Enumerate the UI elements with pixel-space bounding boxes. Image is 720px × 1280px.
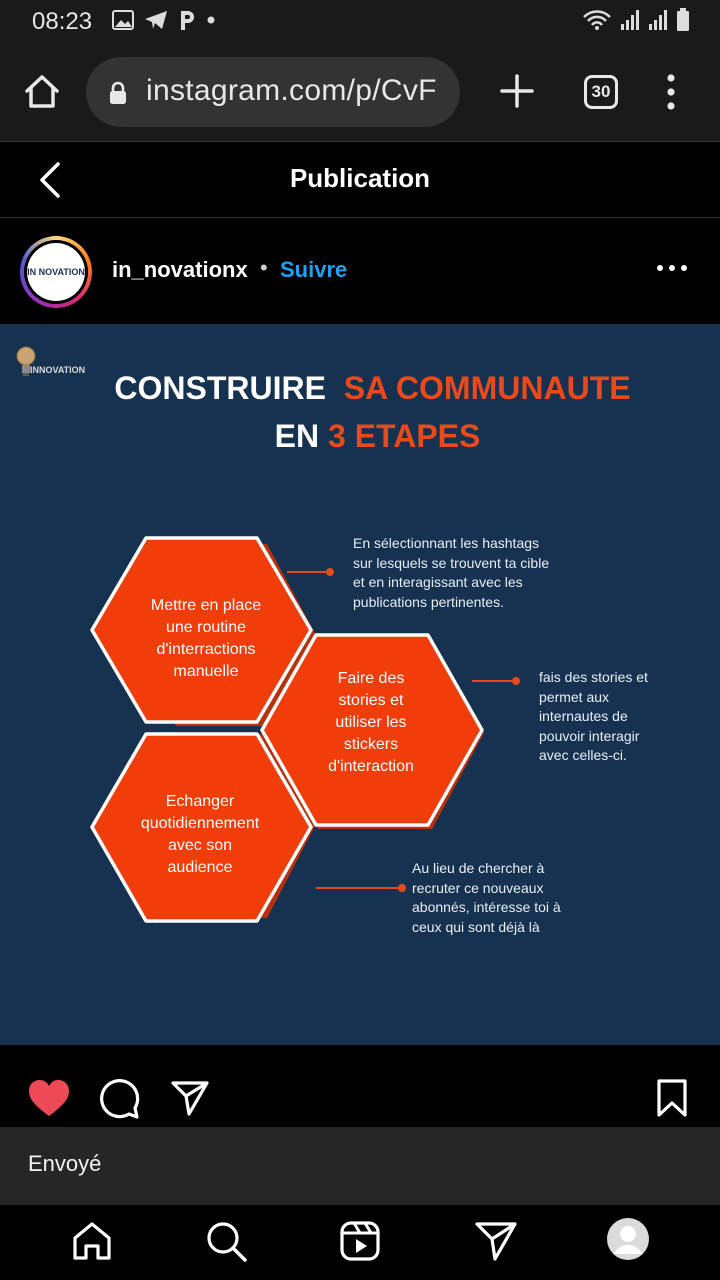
label-line: Faire des [337,670,405,687]
note-line: internautes de [539,708,628,724]
new-tab-icon[interactable] [498,72,536,110]
telegram-icon [144,10,168,30]
profile-avatar[interactable] [606,1217,650,1261]
step-3-label [116,791,284,879]
label-line: d'interaction [328,758,414,775]
label-line: utiliser les [335,714,407,731]
note-line: publications pertinentes. [353,593,504,610]
bottom-navigation [0,1204,720,1280]
note-line: sur lesquels se trouvent ta cible [353,554,550,571]
wifi-icon [582,9,612,31]
comment-icon[interactable] [98,1078,140,1120]
status-time: 08:23 [32,8,93,35]
note-line: ceux qui sont déjà là [412,918,540,935]
status-system-icons [582,8,690,32]
step-2-note [539,668,699,766]
note-line: fais des stories et [539,669,648,685]
note-line: avec celles-ci. [539,747,627,763]
heart-filled-icon[interactable] [27,1078,71,1118]
status-notification-icons [112,8,216,32]
note-line: Au lieu de chercher à [412,860,545,876]
story-ring[interactable] [20,236,92,308]
status-bar [0,0,720,42]
post-author-row [0,219,720,324]
more-vert-icon[interactable] [658,70,684,114]
step-1-label [126,595,286,683]
note-line: abonnés, intéresse toi à [412,899,561,915]
brand-logo-text: INNOVATION [30,365,86,375]
page-title: Publication [289,163,431,193]
post-image[interactable] [0,324,720,1045]
home-icon[interactable] [70,1219,114,1263]
sent-toast [0,1127,720,1204]
lock-icon [108,81,128,105]
separator-dot: • [260,255,268,280]
signal-icon [620,9,640,31]
instagram-header [0,143,720,218]
tabs-count-button[interactable]: 30 [584,75,618,109]
label-line: stickers [343,736,399,753]
label-line: manuelle [173,663,239,680]
reels-icon[interactable] [338,1219,382,1263]
note-line: pouvoir interagir [539,727,640,744]
url-text[interactable]: instagram.com/p/CvF [146,74,437,107]
home-icon[interactable] [22,72,62,112]
label-line: une routine [165,619,247,636]
label-line: stories et [338,692,404,709]
label-line: Mettre en place [150,597,262,614]
connector-dot [512,677,520,685]
direct-icon[interactable] [474,1219,518,1263]
label-line: audience [167,859,233,876]
label-line: avec son [167,837,233,854]
step-2-label [296,668,446,778]
share-icon[interactable] [170,1079,210,1117]
headline-white: CONSTRUIRE [114,370,326,406]
label-line: d'interractions [156,641,256,658]
label-line: quotidiennement [140,815,260,832]
connector-dot [398,884,406,892]
note-line: En sélectionnant les hashtags [353,535,540,551]
browser-toolbar [0,42,720,142]
avatar-frame [24,240,88,304]
note-line: recruter ce nouveaux [412,879,544,896]
headline-orange: SA COMMUNAUTE [343,370,631,406]
dot-icon [206,15,216,25]
headline-orange: 3 ETAPES [328,418,481,454]
p-icon [178,9,196,31]
more-horiz-icon[interactable] [656,263,688,273]
avatar[interactable]: IN NOVATION [27,243,85,301]
signal-icon [648,9,668,31]
headline-white: EN [274,418,320,454]
image-icon [112,10,134,30]
username[interactable]: in_novationx [112,257,248,282]
url-bar[interactable] [86,57,460,127]
step-3-note [412,859,612,937]
bookmark-icon[interactable] [655,1078,689,1118]
step-1-note [353,534,593,612]
label-line: Echanger [165,793,235,810]
note-line: permet aux [539,688,610,705]
toast-text: Envoyé [28,1151,102,1176]
follow-button[interactable]: Suivre [280,257,348,282]
connector-dot [326,568,334,576]
post-action-bar [0,1045,720,1128]
battery-icon [676,8,690,32]
search-icon[interactable] [204,1219,248,1263]
note-line: et en interagissant avec les [353,574,523,590]
